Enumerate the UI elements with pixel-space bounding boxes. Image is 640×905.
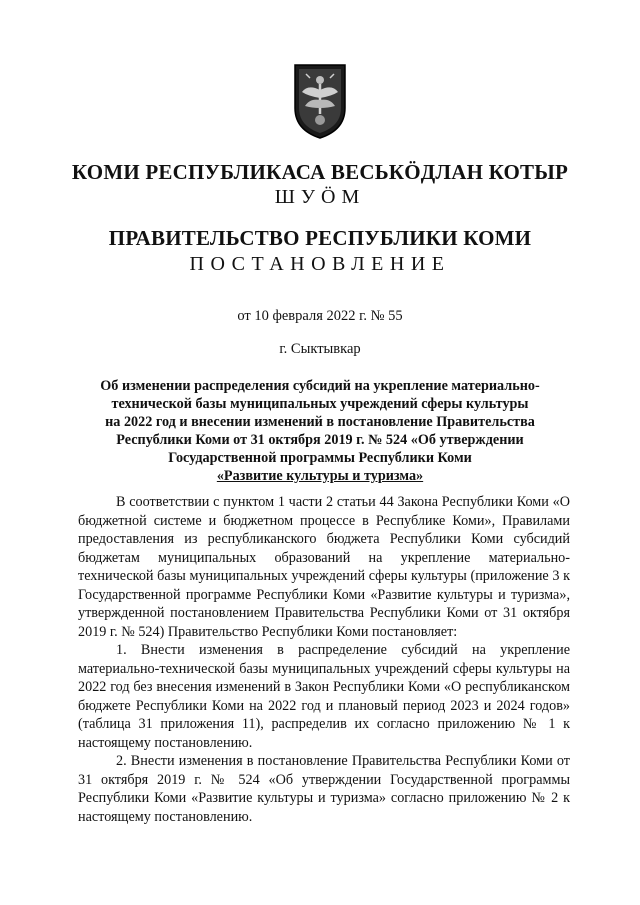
title-line: Об изменении распределения субсидий на укрепление материально- [100, 378, 540, 394]
preamble-paragraph: В соответствии с пунктом 1 части 2 статьи 44 Закона Республики Коми «О бюджетной системе и бюджетном процессе в Республике Коми», Правилами предоставления из республиканского бюджета Республики Коми субсидий бюджетам муниципальных образований на укрепление материально-технической базы муниципальных учреждений сферы культуры (приложение 3 к Государственной программе Республики Коми «Развитие культуры и туризма», утвержденной постановлением Правительства Республики Коми от 31 октября 2019 г. № 524) Правительство Республики Коми постановляет: [78, 494, 570, 640]
item-2-paragraph: 2. Внести изменения в постановление Правительства Республики Коми от 31 октября 2019 г. № 524 «Об утверждении Государственной программы Республики Коми «Развитие культуры и туризма» согласно приложению № 2 к настоящему постановлению. [78, 753, 570, 825]
title-line: Государственной программы Республики Коми [168, 450, 472, 466]
title-last-line: «Развитие культуры и туризма» [216, 468, 424, 484]
decree-title [70, 377, 570, 485]
decree-city: г. Сыктывкар [279, 341, 361, 357]
komi-decree-heading: ШУÖМ [274, 186, 366, 208]
decree-date-number: от 10 февраля 2022 г. № 55 [237, 308, 403, 324]
government-heading: ПРАВИТЕЛЬСТВО РЕСПУБЛИКИ КОМИ [108, 226, 532, 250]
komi-government-heading: КОМИ РЕСПУБЛИКАСА ВЕСЬКÖДЛАН КОТЫР [71, 160, 569, 184]
title-line: на 2022 год и внесении изменений в постановление Правительства [105, 414, 535, 430]
title-line: технической базы муниципальных учреждений сферы культуры [111, 396, 529, 412]
title-line: Республики Коми от 31 октября 2019 г. № 524 «Об утверждении [116, 432, 524, 448]
decree-body [78, 493, 570, 826]
item-1-paragraph: 1. Внести изменения в распределение субсидий на укрепление материально-технической базы муниципальных учреждений сферы культуры на 2022 год без внесения изменений в Закон Республики Коми «О республиканском бюджете Республики Коми на 2022 год и плановый период 2023 и 2024 годов» (таблица 31 приложения 11), распределив их согласно приложению № 1 к настоящему постановлению. [78, 642, 570, 751]
decree-heading: ПОСТАНОВЛЕНИЕ [189, 253, 451, 275]
komi-coat-of-arms-icon [292, 62, 348, 140]
